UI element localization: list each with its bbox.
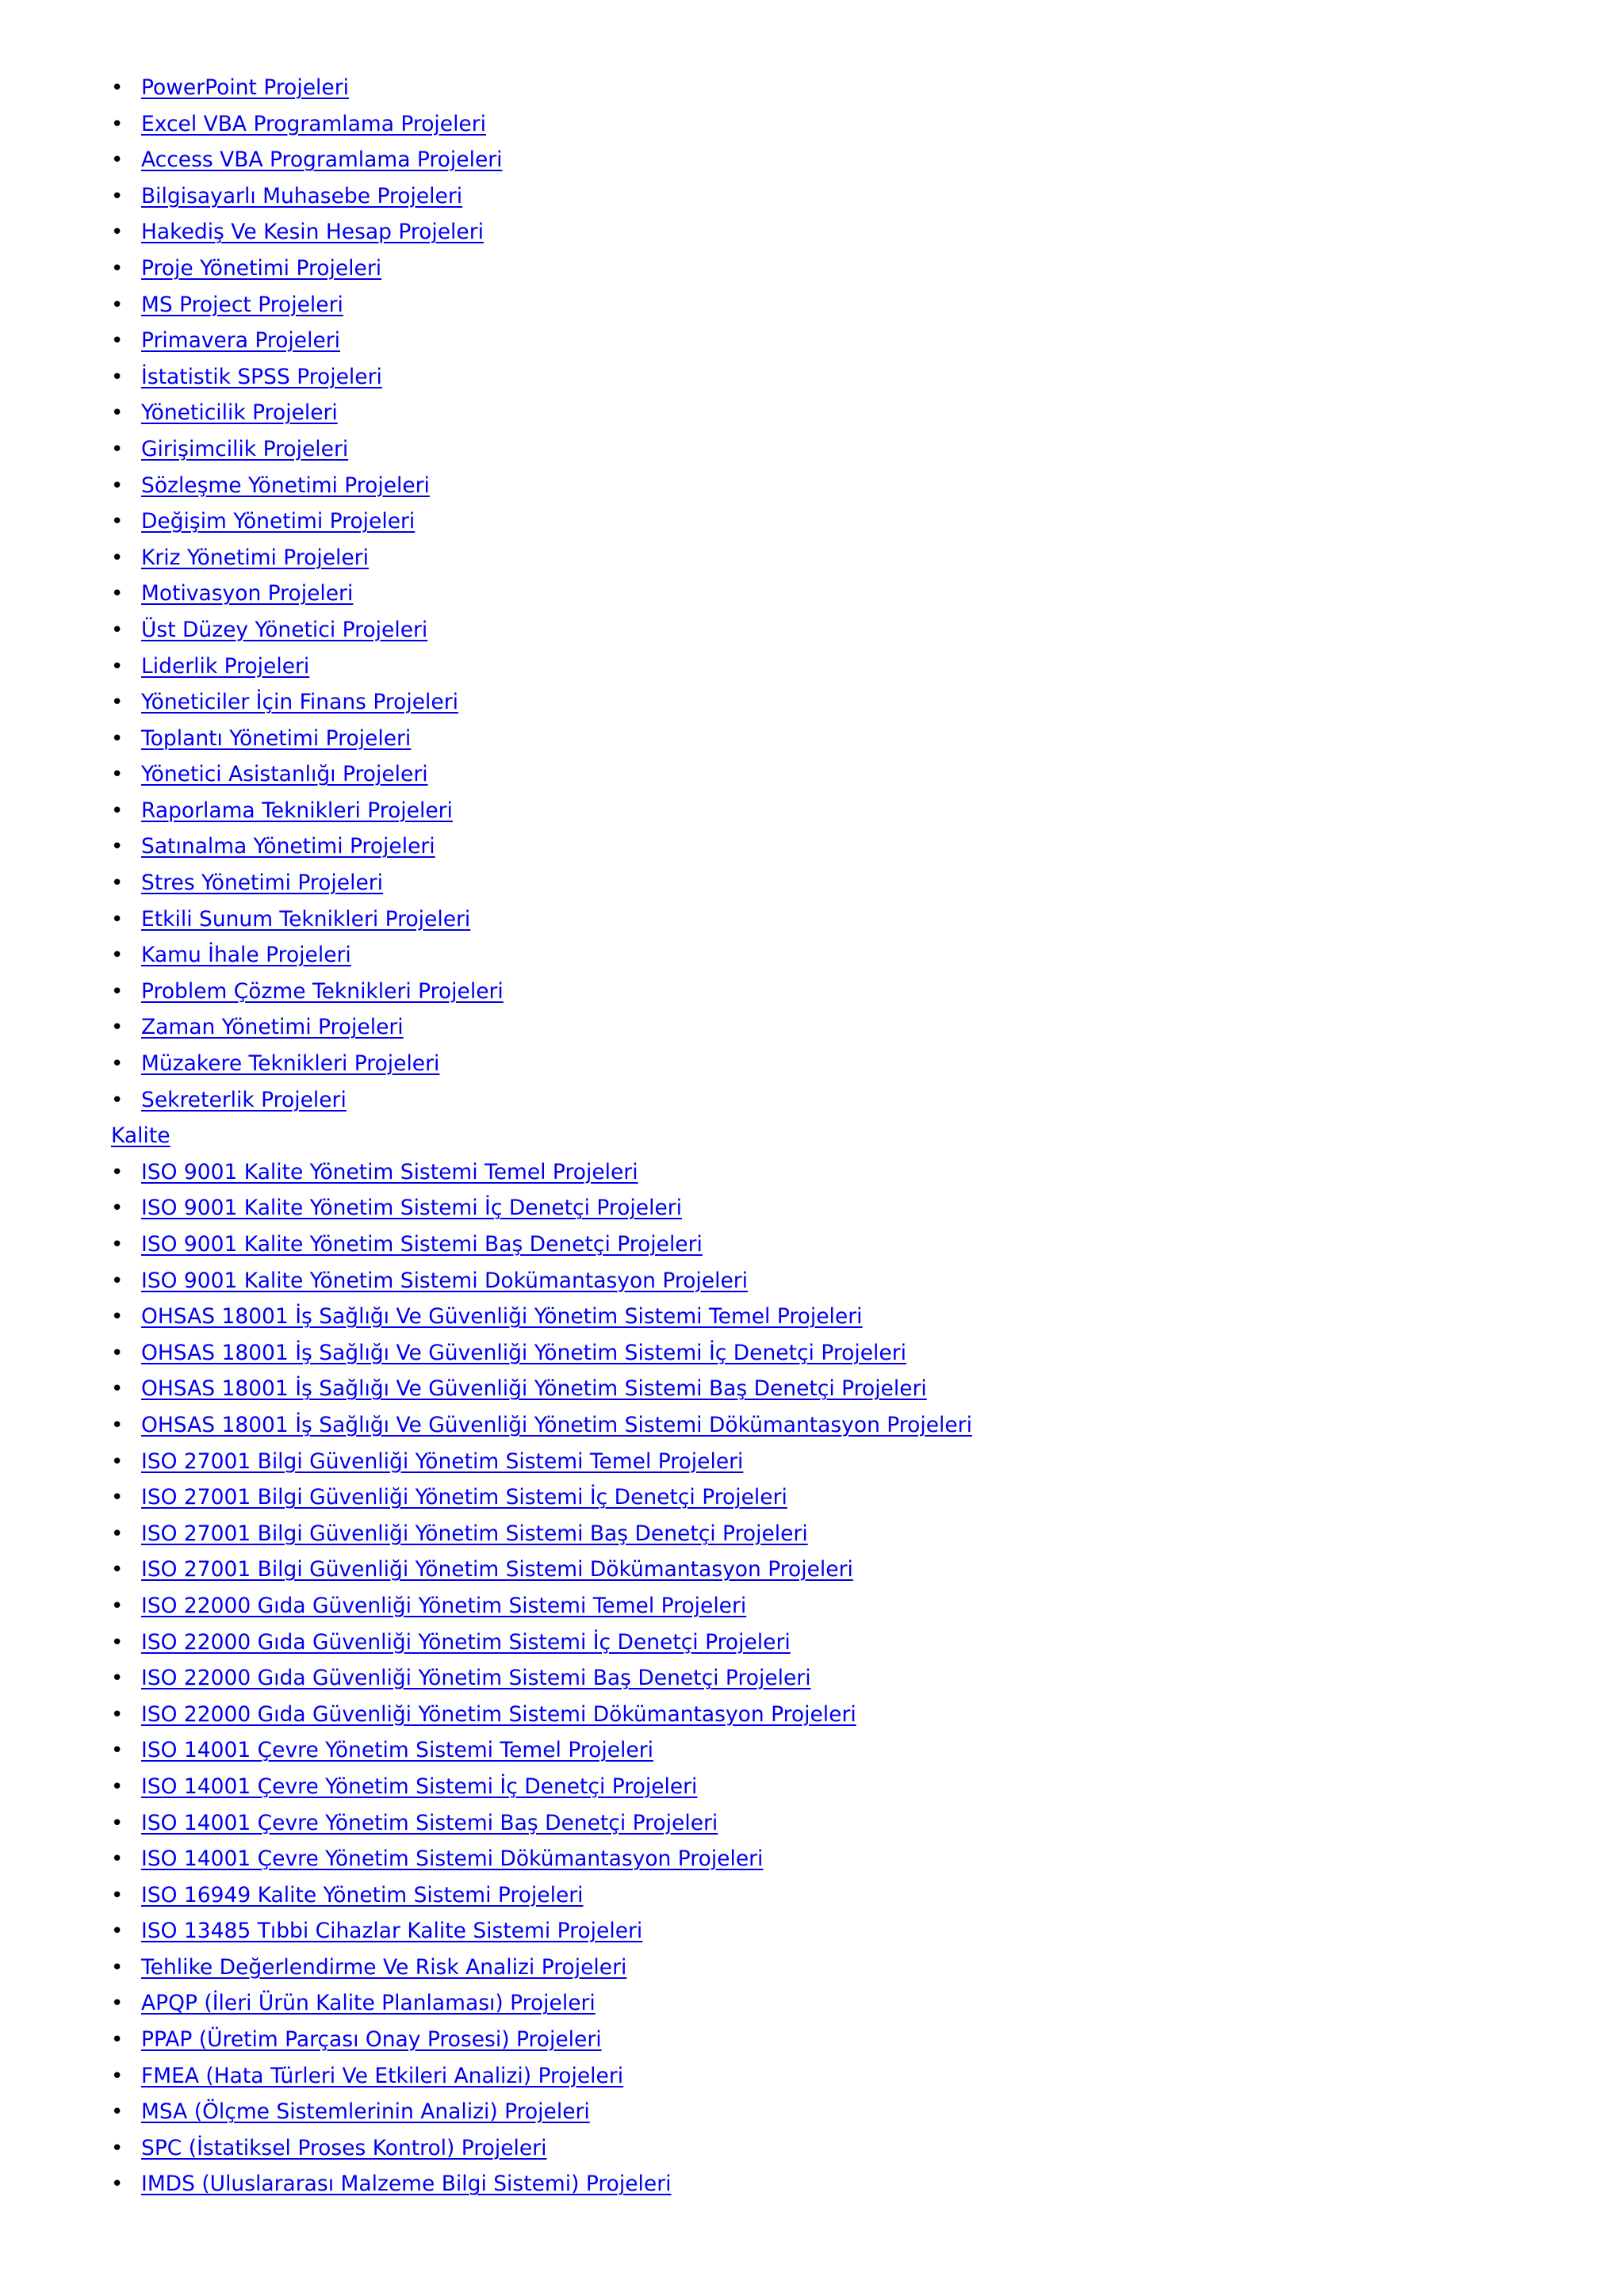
project-link[interactable]: Zaman Yönetimi Projeleri — [141, 1015, 404, 1040]
project-link[interactable]: ISO 27001 Bilgi Güvenliği Yönetim Sistemi Dökümantasyon Projeleri — [141, 1557, 853, 1582]
list-item — [111, 1732, 1586, 1769]
project-link[interactable]: ISO 14001 Çevre Yönetim Sistemi Temel Projeleri — [141, 1738, 653, 1763]
list-item — [111, 1516, 1586, 1552]
bullet-icon: • — [111, 1486, 124, 1510]
bullet-icon: • — [111, 2136, 124, 2160]
project-link[interactable]: Sekreterlik Projeleri — [141, 1087, 347, 1112]
bullet-icon: • — [111, 184, 124, 209]
list-item — [111, 1479, 1586, 1516]
project-link[interactable]: Hakediş Ve Kesin Hesap Projeleri — [141, 220, 484, 245]
list-item — [111, 503, 1586, 540]
project-link[interactable]: Raporlama Teknikleri Projeleri — [141, 798, 453, 823]
list-item — [111, 901, 1586, 938]
section-heading-kalite — [111, 1118, 1586, 1154]
list-item — [111, 828, 1586, 865]
list-item — [111, 793, 1586, 829]
bullet-icon: • — [111, 148, 124, 173]
list-item — [111, 721, 1586, 757]
list-item — [111, 865, 1586, 901]
list-item — [111, 1697, 1586, 1733]
bullet-icon: • — [111, 1847, 124, 1872]
bullet-icon: • — [111, 112, 124, 136]
list-item — [111, 649, 1586, 685]
bullet-icon: • — [111, 1449, 124, 1474]
project-link[interactable]: Bilgisayarlı Muhasebe Projeleri — [141, 183, 463, 209]
list-item — [111, 1299, 1586, 1335]
section1-list — [111, 70, 1586, 1118]
list-item — [111, 1046, 1586, 1082]
list-item — [111, 214, 1586, 251]
bullet-icon: • — [111, 726, 124, 751]
project-link[interactable]: Proje Yönetimi Projeleri — [141, 255, 382, 281]
bullet-icon: • — [111, 437, 124, 461]
bullet-icon: • — [111, 1160, 124, 1184]
bullet-icon: • — [111, 1702, 124, 1727]
list-item — [111, 1877, 1586, 1914]
list-item — [111, 1444, 1586, 1480]
project-link[interactable]: Girişimcilik Projeleri — [141, 436, 349, 461]
project-link[interactable]: Yöneticiler İçin Finans Projeleri — [141, 690, 458, 715]
project-link[interactable]: ISO 9001 Kalite Yönetim Sistemi Baş Denetçi Projeleri — [141, 1232, 703, 1257]
project-link[interactable]: Liderlik Projeleri — [141, 653, 310, 679]
list-item — [111, 70, 1586, 106]
project-link[interactable]: ISO 9001 Kalite Yönetim Sistemi Temel Projeleri — [141, 1159, 638, 1184]
list-item — [111, 1082, 1586, 1119]
project-link[interactable]: Motivasyon Projeleri — [141, 581, 354, 607]
document-page — [111, 70, 1586, 2202]
bullet-icon: • — [111, 1305, 124, 1330]
bullet-icon: • — [111, 1594, 124, 1618]
list-item — [111, 2130, 1586, 2167]
list-item — [111, 2166, 1586, 2202]
list-item — [111, 974, 1586, 1010]
bullet-icon: • — [111, 618, 124, 642]
bullet-icon: • — [111, 1341, 124, 1365]
project-link[interactable]: ISO 27001 Bilgi Güvenliği Yönetim Sistemi Temel Projeleri — [141, 1448, 744, 1474]
bullet-icon: • — [111, 582, 124, 607]
project-link[interactable]: ISO 14001 Çevre Yönetim Sistemi Dökümantasyon Projeleri — [141, 1846, 764, 1872]
project-link[interactable]: Kamu İhale Projeleri — [141, 943, 351, 968]
list-item — [111, 1371, 1586, 1407]
bullet-icon: • — [111, 1667, 124, 1691]
list-item — [111, 1985, 1586, 2022]
bullet-icon: • — [111, 1955, 124, 1980]
project-link[interactable]: Tehlike Değerlendirme Ve Risk Analizi Projeleri — [141, 1954, 627, 1980]
project-link[interactable]: PowerPoint Projeleri — [141, 75, 349, 100]
list-item — [111, 756, 1586, 793]
list-item — [111, 1552, 1586, 1588]
bullet-icon: • — [111, 2064, 124, 2088]
project-link[interactable]: PPAP (Üretim Parçası Onay Prosesi) Projeleri — [141, 2027, 602, 2053]
list-item — [111, 1009, 1586, 1046]
bullet-icon: • — [111, 907, 124, 932]
project-link[interactable]: OHSAS 18001 İş Sağlığı Ve Güvenliği Yönetim Sistemi Temel Projeleri — [141, 1304, 863, 1330]
bullet-icon: • — [111, 835, 124, 859]
bullet-icon: • — [111, 1196, 124, 1221]
bullet-icon: • — [111, 1088, 124, 1112]
list-item — [111, 612, 1586, 649]
project-link[interactable]: Yöneticilik Projeleri — [141, 400, 338, 426]
project-link[interactable]: Üst Düzey Yönetici Projeleri — [141, 617, 428, 642]
bullet-icon: • — [111, 1919, 124, 1944]
list-item — [111, 431, 1586, 468]
bullet-icon: • — [111, 76, 124, 100]
project-link[interactable]: APQP (İleri Ürün Kalite Planlaması) Projeleri — [141, 1991, 596, 2016]
list-item — [111, 1407, 1586, 1444]
list-item — [111, 178, 1586, 215]
list-item — [111, 937, 1586, 974]
list-item — [111, 2022, 1586, 2058]
project-link[interactable]: Değişim Yönetimi Projeleri — [141, 509, 416, 534]
bullet-icon: • — [111, 1413, 124, 1437]
bullet-icon: • — [111, 2100, 124, 2125]
project-link[interactable]: ISO 16949 Kalite Yönetim Sistemi Projeleri — [141, 1882, 584, 1908]
list-item — [111, 1624, 1586, 1661]
bullet-icon: • — [111, 1377, 124, 1402]
kalite-link[interactable]: Kalite — [111, 1123, 170, 1149]
project-link[interactable]: ISO 9001 Kalite Yönetim Sistemi İç Denetçi Projeleri — [141, 1196, 683, 1221]
project-link[interactable]: ISO 27001 Bilgi Güvenliği Yönetim Sistemi Baş Denetçi Projeleri — [141, 1521, 808, 1546]
list-item — [111, 1190, 1586, 1226]
project-link[interactable]: Access VBA Programlama Projeleri — [141, 147, 503, 173]
bullet-icon: • — [111, 1521, 124, 1546]
project-link[interactable]: ISO 22000 Gıda Güvenliği Yönetim Sistemi Dökümantasyon Projeleri — [141, 1701, 856, 1727]
bullet-icon: • — [111, 1630, 124, 1655]
list-item — [111, 106, 1586, 143]
project-link[interactable]: Excel VBA Programlama Projeleri — [141, 111, 486, 136]
bullet-icon: • — [111, 1992, 124, 2016]
bullet-icon: • — [111, 691, 124, 715]
bullet-icon: • — [111, 293, 124, 317]
section2-list — [111, 1154, 1586, 2202]
project-link[interactable]: ISO 27001 Bilgi Güvenliği Yönetim Sistemi İç Denetçi Projeleri — [141, 1485, 787, 1510]
project-link[interactable]: OHSAS 18001 İş Sağlığı Ve Güvenliği Yönetim Sistemi İç Denetçi Projeleri — [141, 1340, 906, 1365]
list-item — [111, 540, 1586, 576]
project-link[interactable]: IMDS (Uluslararası Malzeme Bilgi Sistemi) Projeleri — [141, 2172, 672, 2197]
list-item — [111, 1263, 1586, 1299]
list-item — [111, 1841, 1586, 1877]
project-link[interactable]: MSA (Ölçme Sistemlerinin Analizi) Projeleri — [141, 2099, 590, 2125]
bullet-icon: • — [111, 1739, 124, 1763]
bullet-icon: • — [111, 979, 124, 1004]
list-item — [111, 323, 1586, 359]
list-item — [111, 2058, 1586, 2095]
list-item — [111, 1335, 1586, 1372]
project-link[interactable]: SPC (İstatiksel Proses Kontrol) Projeleri — [141, 2135, 547, 2160]
bullet-icon: • — [111, 1269, 124, 1293]
list-item — [111, 2094, 1586, 2130]
project-link[interactable]: ISO 9001 Kalite Yönetim Sistemi Dokümantasyon Projeleri — [141, 1268, 749, 1293]
project-link[interactable]: MS Project Projeleri — [141, 292, 343, 317]
list-item — [111, 359, 1586, 396]
bullet-icon: • — [111, 545, 124, 570]
bullet-icon: • — [111, 2172, 124, 2197]
list-item — [111, 1588, 1586, 1624]
bullet-icon: • — [111, 763, 124, 787]
project-link[interactable]: Müzakere Teknikleri Projeleri — [141, 1051, 440, 1077]
bullet-icon: • — [111, 473, 124, 498]
list-item — [111, 1805, 1586, 1842]
project-link[interactable]: Etkili Sunum Teknikleri Projeleri — [141, 906, 471, 932]
bullet-icon: • — [111, 1558, 124, 1582]
bullet-icon: • — [111, 1811, 124, 1835]
list-item — [111, 468, 1586, 504]
bullet-icon: • — [111, 2028, 124, 2053]
project-link[interactable]: ISO 14001 Çevre Yönetim Sistemi Baş Denetçi Projeleri — [141, 1810, 718, 1835]
project-link[interactable]: ISO 22000 Gıda Güvenliği Yönetim Sistemi İç Denetçi Projeleri — [141, 1629, 791, 1655]
project-link[interactable]: Sözleşme Yönetimi Projeleri — [141, 473, 430, 498]
project-link[interactable]: ISO 22000 Gıda Güvenliği Yönetim Sistemi Baş Denetçi Projeleri — [141, 1666, 811, 1691]
project-link[interactable]: OHSAS 18001 İş Sağlığı Ve Güvenliği Yönetim Sistemi Baş Denetçi Projeleri — [141, 1376, 927, 1402]
list-item — [111, 576, 1586, 612]
list-item — [111, 1226, 1586, 1263]
list-item — [111, 287, 1586, 323]
project-link[interactable]: OHSAS 18001 İş Sağlığı Ve Güvenliği Yönetim Sistemi Dökümantasyon Projeleri — [141, 1412, 972, 1437]
bullet-icon: • — [111, 365, 124, 389]
bullet-icon: • — [111, 1052, 124, 1077]
list-item — [111, 1950, 1586, 1986]
bullet-icon: • — [111, 654, 124, 679]
project-link[interactable]: Yönetici Asistanlığı Projeleri — [141, 762, 428, 787]
bullet-icon: • — [111, 329, 124, 354]
bullet-icon: • — [111, 943, 124, 968]
list-item — [111, 395, 1586, 431]
project-link[interactable]: FMEA (Hata Türleri Ve Etkileri Analizi) Projeleri — [141, 2063, 624, 2088]
bullet-icon: • — [111, 256, 124, 281]
project-link[interactable]: Problem Çözme Teknikleri Projeleri — [141, 978, 504, 1004]
list-item — [111, 1769, 1586, 1805]
project-link[interactable]: Primavera Projeleri — [141, 328, 340, 354]
project-link[interactable]: ISO 13485 Tıbbi Cihazlar Kalite Sistemi Projeleri — [141, 1919, 643, 1944]
list-item — [111, 251, 1586, 287]
project-link[interactable]: Kriz Yönetimi Projeleri — [141, 545, 369, 570]
project-link[interactable]: ISO 22000 Gıda Güvenliği Yönetim Sistemi Temel Projeleri — [141, 1593, 747, 1618]
bullet-icon: • — [111, 798, 124, 823]
project-link[interactable]: Toplantı Yönetimi Projeleri — [141, 725, 412, 751]
bullet-icon: • — [111, 401, 124, 426]
bullet-icon: • — [111, 1774, 124, 1799]
bullet-icon: • — [111, 510, 124, 534]
list-item — [111, 142, 1586, 178]
list-item — [111, 684, 1586, 721]
list-item — [111, 1660, 1586, 1697]
list-item — [111, 1154, 1586, 1191]
bullet-icon: • — [111, 871, 124, 896]
list-item — [111, 1913, 1586, 1950]
project-link[interactable]: Stres Yönetimi Projeleri — [141, 871, 384, 896]
bullet-icon: • — [111, 1016, 124, 1040]
bullet-icon: • — [111, 1233, 124, 1257]
bullet-icon: • — [111, 220, 124, 245]
project-link[interactable]: İstatistik SPSS Projeleri — [141, 364, 382, 389]
project-link[interactable]: ISO 14001 Çevre Yönetim Sistemi İç Denetçi Projeleri — [141, 1774, 698, 1799]
project-link[interactable]: Satınalma Yönetimi Projeleri — [141, 834, 435, 859]
bullet-icon: • — [111, 1883, 124, 1908]
